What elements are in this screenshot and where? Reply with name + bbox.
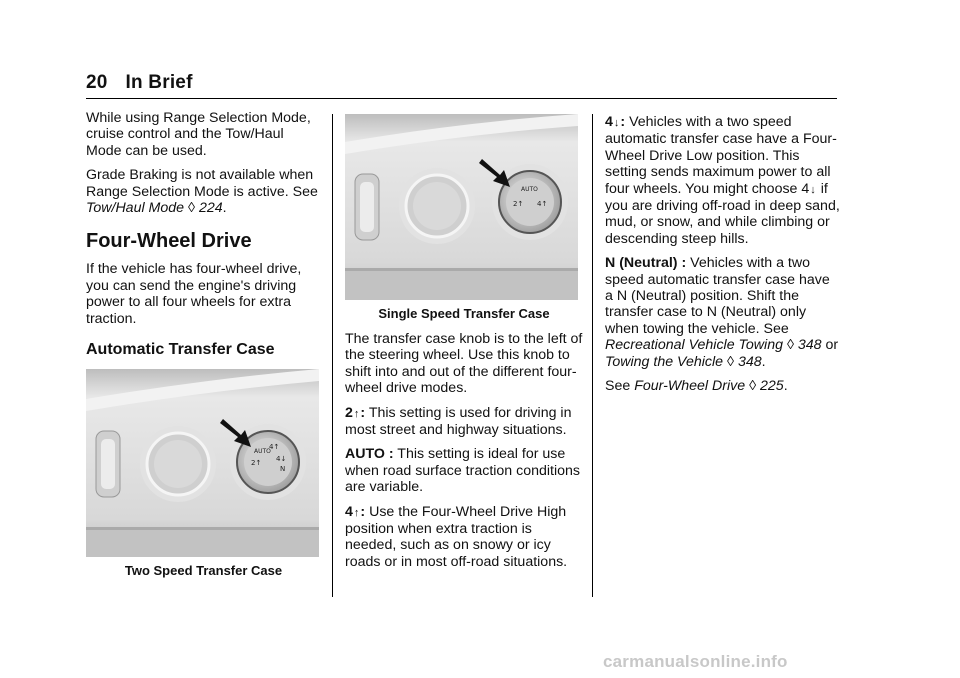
subsection-heading: Automatic Transfer Case xyxy=(86,341,275,359)
figure-caption: Two Speed Transfer Case xyxy=(124,563,283,579)
cross-reference-link[interactable]: Four-Wheel Drive xyxy=(634,378,746,395)
page-number: 20 xyxy=(86,72,108,93)
page-ref-icon: ◊ xyxy=(727,353,735,370)
knob-label: AUTO xyxy=(254,448,271,456)
page-header xyxy=(86,72,193,94)
cross-reference-link[interactable]: Tow/Haul Mode xyxy=(86,200,185,217)
mode-description: N (Neutral) : Vehicles with a two speed automatic transfer case have a N (Neutral) position. Shift the transfer case to N (Neutral) only when towing the vehicle. See Recreational Vehicle Towing ◊ 348 or Towing the Vehicle ◊ 348. xyxy=(605,255,839,370)
arrow-down-icon: ↓ xyxy=(810,183,816,196)
page-ref-icon: ◊ xyxy=(786,337,794,354)
paragraph: See Four-Wheel Drive ◊ 225. xyxy=(605,378,788,395)
column-left xyxy=(86,110,321,588)
knob-label: 4↑ xyxy=(537,200,548,208)
column-middle xyxy=(345,114,583,578)
page-ref-number: 224 xyxy=(198,200,223,217)
mode-description: 4↑: Use the Four-Wheel Drive High position when extra traction is needed, such as on snowy or icy roads or in most off-road situations. xyxy=(345,503,568,570)
arrow-down-icon: ↓ xyxy=(613,117,620,129)
watermark: carmanualsonline.info xyxy=(603,652,788,671)
paragraph: The transfer case knob is to the left of the steering wheel. Use this knob to shift into and out of the different four-wheel drive modes. xyxy=(345,331,583,397)
arrow-up-icon: ↑ xyxy=(353,506,360,519)
knob-label: 2↑ xyxy=(513,200,524,208)
two-speed-transfer-case-photo xyxy=(86,369,319,557)
knob-label: 4↑ xyxy=(269,443,280,452)
knob-label: 4↓ xyxy=(276,455,287,464)
section-heading: Four-Wheel Drive xyxy=(86,230,252,253)
paragraph: If the vehicle has four-wheel drive, you can send the engine's driving power to all four wheels for extra traction. xyxy=(86,261,302,327)
page-ref-number: 348 xyxy=(737,353,762,370)
figure-caption: Single Speed Transfer Case xyxy=(378,306,550,321)
arrow-up-icon: ↑ xyxy=(353,407,360,420)
column-divider xyxy=(592,114,593,597)
knob-label: 2↑ xyxy=(251,459,262,468)
section-title: In Brief xyxy=(125,72,193,93)
page-ref-icon: ◊ xyxy=(188,200,196,217)
mode-description: 4↓: Vehicles with a two speed automatic transfer case have a Four-Wheel Drive Low position. This setting sends maximum power to all four wheels. You might choose 4↓ if you are driving off-road in deep sand, mud, or snow, and while climbing or descending steep hills. xyxy=(605,114,840,247)
column-right xyxy=(605,114,841,403)
column-divider xyxy=(332,114,333,597)
cross-reference-link[interactable]: Recreational Vehicle Towing xyxy=(605,337,783,354)
cross-reference-link[interactable]: Towing the Vehicle xyxy=(605,353,724,370)
paragraph: Grade Braking is not available when Range Selection Mode is active. See Tow/Haul Mode ◊ 224. xyxy=(86,167,318,217)
single-speed-transfer-case-photo xyxy=(345,114,578,300)
page-ref-number: 225 xyxy=(760,378,784,395)
page-ref-icon: ◊ xyxy=(749,378,757,395)
knob-label: N xyxy=(280,465,286,474)
paragraph: While using Range Selection Mode, cruise control and the Tow/Haul Mode can be used. xyxy=(86,110,311,159)
mode-description: AUTO : This setting is ideal for use when road surface traction conditions are variable. xyxy=(345,446,581,496)
page-ref-number: 348 xyxy=(797,337,822,354)
header-rule xyxy=(86,98,837,99)
mode-description: 2↑: This setting is used for driving in most street and highway situations. xyxy=(345,404,572,439)
knob-label: AUTO xyxy=(521,186,538,193)
